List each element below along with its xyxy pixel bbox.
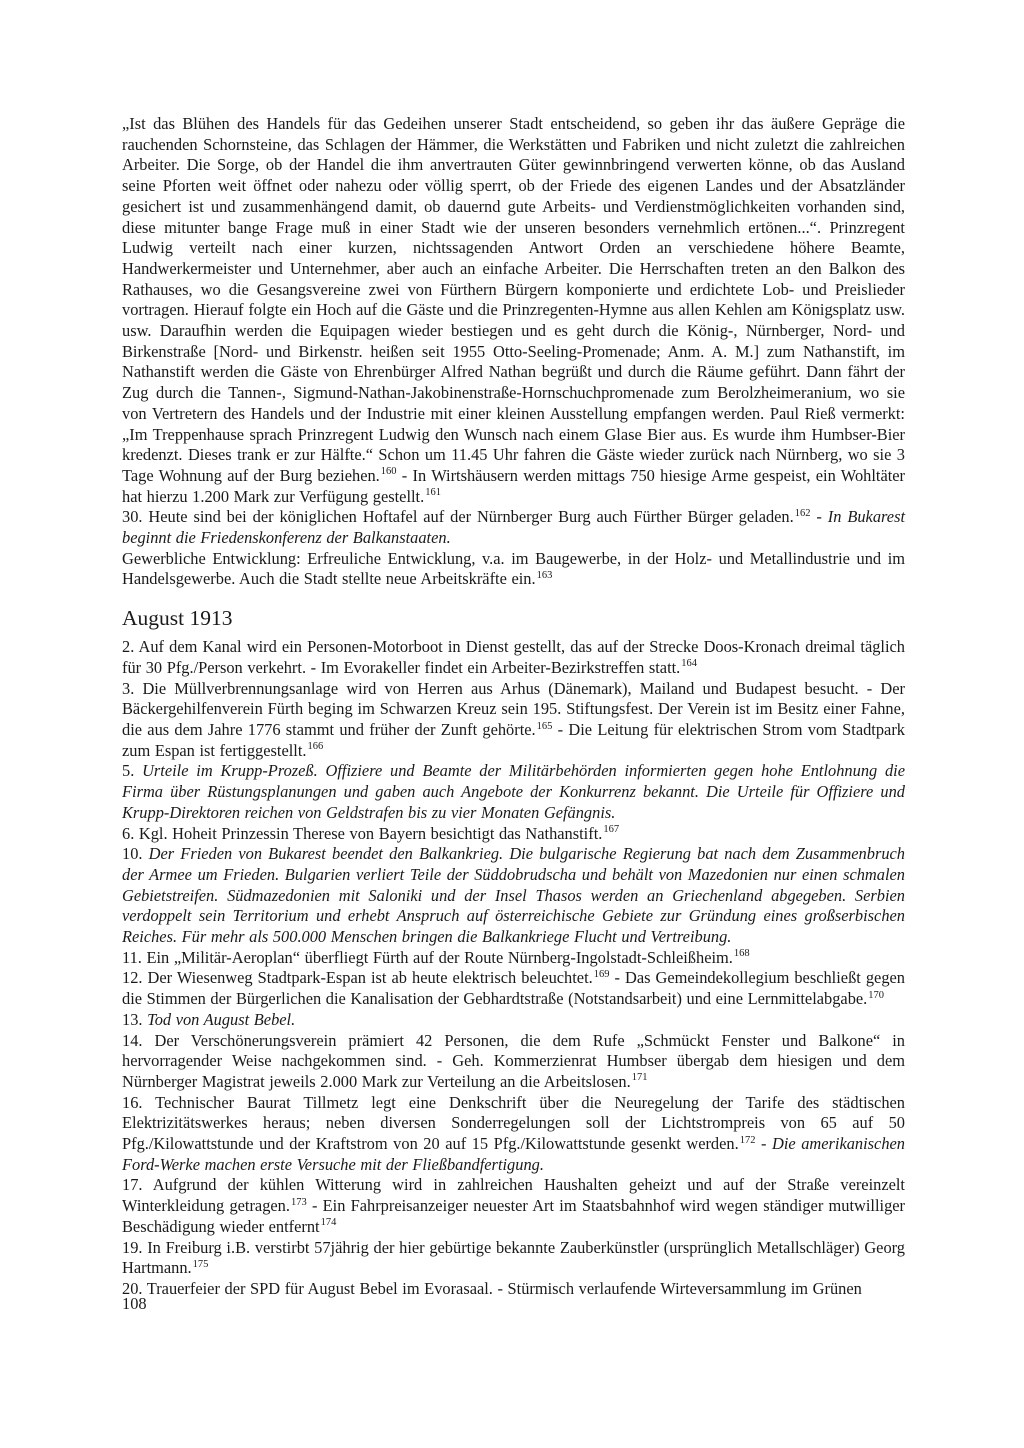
- footnote-ref: 168: [733, 948, 750, 960]
- footnote-ref: 174: [320, 1217, 337, 1229]
- footnote-ref: 175: [192, 1258, 209, 1270]
- italic-text-run: Urteile im Krupp-Prozeß. Offiziere und Beamte der Militärbehörden informierten gegen hohe Entlohnung die Firma über Rüstungsplanungen und gaben auch Angebote der Konkurrenz bekannt. Die Urteile für Offiziere und Krupp-Direktoren reichen von Geldstrafen bis zu vier Monaten Gefängnis.: [122, 761, 906, 822]
- paragraph: [122, 761, 905, 823]
- text-run: 2. Auf dem Kanal wird ein Personen-Motorboot in Dienst gestellt, das auf der Strecke Doos-Kronach dreimal täglich für 30 Pfg./Person verkehrt. - Im Evorakeller findet ein Arbeiter-Bezirkstreffen statt.: [122, 637, 905, 677]
- text-run: 5.: [122, 761, 143, 781]
- footnote-ref: 173: [290, 1196, 307, 1208]
- footnote-ref: 164: [681, 658, 698, 670]
- text-run: 6. Kgl. Hoheit Prinzessin Therese von Bayern besichtigt das Nathanstift.: [122, 823, 603, 843]
- section-heading: August 1913: [122, 606, 233, 631]
- footnote-ref: 167: [603, 824, 620, 836]
- footnote-ref: 169: [593, 968, 610, 980]
- text-run: 30. Heute sind bei der königlichen Hoftafel auf der Nürnberger Burg auch Fürther Bürger geladen.: [122, 507, 794, 527]
- text-run: 16. Technischer Baurat Tillmetz legt eine Denkschrift über die Neuregelung der Tarife des städtischen Elektrizitätswerkes heraus; neben diversen Sonderregelungen soll der Lichtstrompreis von 65 auf 50 Pfg./Kilowattstunde und der Kraftstrom von 20 auf 15 Pfg./Kilowattstunde gesenkt werden.: [122, 1092, 905, 1154]
- paragraph: [122, 114, 905, 507]
- paragraph: [122, 844, 905, 948]
- paragraph: [122, 1093, 905, 1176]
- text-run: 19. In Freiburg i.B. verstirbt 57jährig der hier gebürtige bekannte Zauberkünstler (ursprünglich Metallschläger) Georg Hartmann.: [122, 1237, 905, 1278]
- page-content: [122, 114, 905, 1300]
- text-run: 13.: [122, 1009, 148, 1029]
- text-run: -: [755, 1134, 772, 1154]
- paragraph: [122, 1238, 905, 1279]
- text-run: 3. Die Müllverbrennungsanlage wird von Herren aus Arhus (Dänemark), Mailand und Budapest besucht. - Der Bäckergehilfenverein Fürth beging im Schwarzen Kreuz sein 195. Stiftungsfest. Der Verein ist im Besitz einer Fahne, die aus dem Jahre 1776 stammt und früher der Zunft gehörte.: [122, 678, 905, 739]
- italic-text-run: In Bukarest beginnt die Friedenskonferenz der Balkanstaaten.: [122, 507, 906, 548]
- paragraph: [122, 679, 905, 762]
- paragraph: [122, 824, 905, 845]
- text-run: 10.: [122, 844, 149, 864]
- footnote-ref: 166: [307, 741, 324, 753]
- text-run: 12. Der Wiesenweg Stadtpark-Espan ist ab heute elektrisch beleuchtet.: [122, 968, 593, 988]
- paragraph: [122, 1010, 905, 1031]
- text-run: - Ein Fahrpreisanzeiger neuester Art im Staatsbahnhof wird wegen ständiger mutwilliger Beschädigung wieder entfernt: [122, 1196, 906, 1236]
- paragraph: [122, 948, 905, 969]
- text-run: „Ist das Blühen des Handels für das Gedeihen unserer Stadt entscheidend, so geben ihr das äußere Gepräge die rauchenden Schornsteine, das Schlagen der Hämmer, die Werkstätten und Fabriken und nicht zuletzt die zahlreichen Arbeiter. Die Sorge, ob der Handel die ihm anvertrauten Güter gewinnbringend verwerten könne, ob das Ausland seine Pforten weit öffnet oder nahezu oder völlig sperrt, ob der Friede des eigenen Landes und der Absatzländer gesichert ist und zusammenhängend damit, ob dauernd gute Arbeits- und Verdienstmöglichkeiten vorhanden sind, diese mitunter bange Frage muß in einer Stadt wie der unseren besonders vernehmlich ertönen...“. Prinzregent Ludwig verteilt nach einer kurzen, nichtssagenden Antwort Orden an verschiedene höhere Beamte, Handwerkermeister und Unternehmer, aber auch an einfache Arbeiter. Die Herrschaften treten an den Balkon des Rathauses, wo die Gesangsvereine zwei von Fürthern Bürgern komponierte und erdichtete Lob- und Preislieder vortragen. Hierauf folgte ein Hoch auf die Gäste und die Prinzregenten-Hymne aus allen Kehlen am Königsplatz usw. usw. Daraufhin werden die Equipagen wieder bestiegen und es geht durch die König-, Nürnberger, Nord- und Birkenstraße [Nord- und Birkenstr. heißen seit 1955 Otto-Seeling-Promenade; Anm. A. M.] zum Nathanstift, im Nathanstift werden die Gäste von Ehrenbürger Alfred Nathan begrüßt und durch die Räume geführt. Dann fährt der Zug durch die Tannen-, Sigmund-Nathan-Jakobinenstraße-Hornschuchpromenade zum Berolzheimeranium, wo sie von Vertretern des Handels und der Industrie mit einer kleinen Ausstellung empfangen werden. Paul Rieß vermerkt: „Im Treppenhause sprach Prinzregent Ludwig den Wunsch nach einem Glase Bier aus. Es wurde ihm Humbser-Bier kredenzt. Dieses trank er zur Hälfte.“ Schon um 11.45 Uhr fahren die Gäste wieder zurück nach Nürnberg, wo sie 3 Tage Wohnung auf der Burg beziehen.: [122, 114, 905, 485]
- text-run: - In Wirtshäusern werden mittags 750 hiesige Arme gespeist, ein Wohltäter hat hierzu 1.200 Mark zur Verfügung gestellt.: [122, 465, 906, 506]
- paragraph: [122, 1175, 905, 1237]
- footnote-ref: 160: [380, 466, 397, 478]
- text-run: -: [810, 507, 828, 527]
- italic-text-run: Tod von August Bebel.: [147, 1009, 296, 1029]
- footnote-ref: 161: [425, 487, 441, 499]
- footnote-ref: 162: [794, 507, 811, 519]
- paragraph: [122, 1279, 905, 1300]
- text-run: 20. Trauerfeier der SPD für August Bebel im Evorasaal. - Stürmisch verlaufende Wirteversammlung im Grünen: [122, 1278, 862, 1298]
- footnote-ref: 165: [536, 720, 553, 732]
- footnote-ref: 172: [739, 1134, 756, 1146]
- paragraph: [122, 1031, 905, 1093]
- text-run: 14. Der Verschönerungsverein prämiert 42 Personen, die dem Rufe „Schmückt Fenster und Balkone“ in hervorragender Weise nachgekommen sind. - Geh. Kommerzienrat Humbser übergab dem hiesigen und dem Nürnberger Magistrat jeweils 2.000 Mark zur Verteilung an die Arbeitslosen.: [122, 1030, 905, 1091]
- paragraph: [122, 637, 905, 678]
- paragraph: [122, 549, 905, 590]
- italic-text-run: Der Frieden von Bukarest beendet den Balkankrieg. Die bulgarische Regierung bat nach dem Zusammenbruch der Armee um Frieden. Bulgarien verliert Teile der Süddobrudscha und behält von Mazedonien nur einen schmalen Gebietstreifen. Südmazedonien mit Saloniki und der Insel Thasos werden an Griechenland abgegeben. Serbien verdoppelt sein Territorium und erhebt Anspruch auf österreichische Gebiete zur Gründung eines großserbischen Reiches. Für mehr als 500.000 Menschen bringen die Balkankriege Flucht und Vertreibung.: [122, 844, 905, 947]
- text-run: 11. Ein „Militär-Aeroplan“ überfliegt Fürth auf der Route Nürnberg-Ingolstadt-Schleißheim.: [122, 947, 733, 967]
- footnote-ref: 170: [868, 989, 885, 1001]
- text-run: 17. Aufgrund der kühlen Witterung wird in zahlreichen Haushalten geheizt und auf der Straße vereinzelt Winterkleidung getragen.: [122, 1175, 905, 1216]
- footnote-ref: 171: [631, 1072, 648, 1084]
- text-run: - Die Leitung für elektrischen Strom vom Stadtpark zum Espan ist fertiggestellt.: [122, 719, 905, 760]
- text-run: Gewerbliche Entwicklung: Erfreuliche Entwicklung, v.a. im Baugewerbe, in der Holz- und Metallindustrie und im Handelsgewerbe. Auch die Stadt stellte neue Arbeitskräfte ein.: [122, 548, 905, 589]
- paragraph: [122, 507, 905, 548]
- page-number: 108: [122, 1294, 147, 1313]
- text-run: - Das Gemeindekollegium beschließt gegen die Stimmen der Bürgerlichen die Kanalisation der Gebhardtstraße (Notstandsarbeit) und eine Lernmittelabgabe.: [122, 968, 905, 1009]
- italic-text-run: Die amerikanischen Ford-Werke machen erste Versuche mit der Fließbandfertigung.: [122, 1134, 905, 1174]
- footnote-ref: 163: [536, 570, 553, 581]
- paragraph: [122, 968, 905, 1009]
